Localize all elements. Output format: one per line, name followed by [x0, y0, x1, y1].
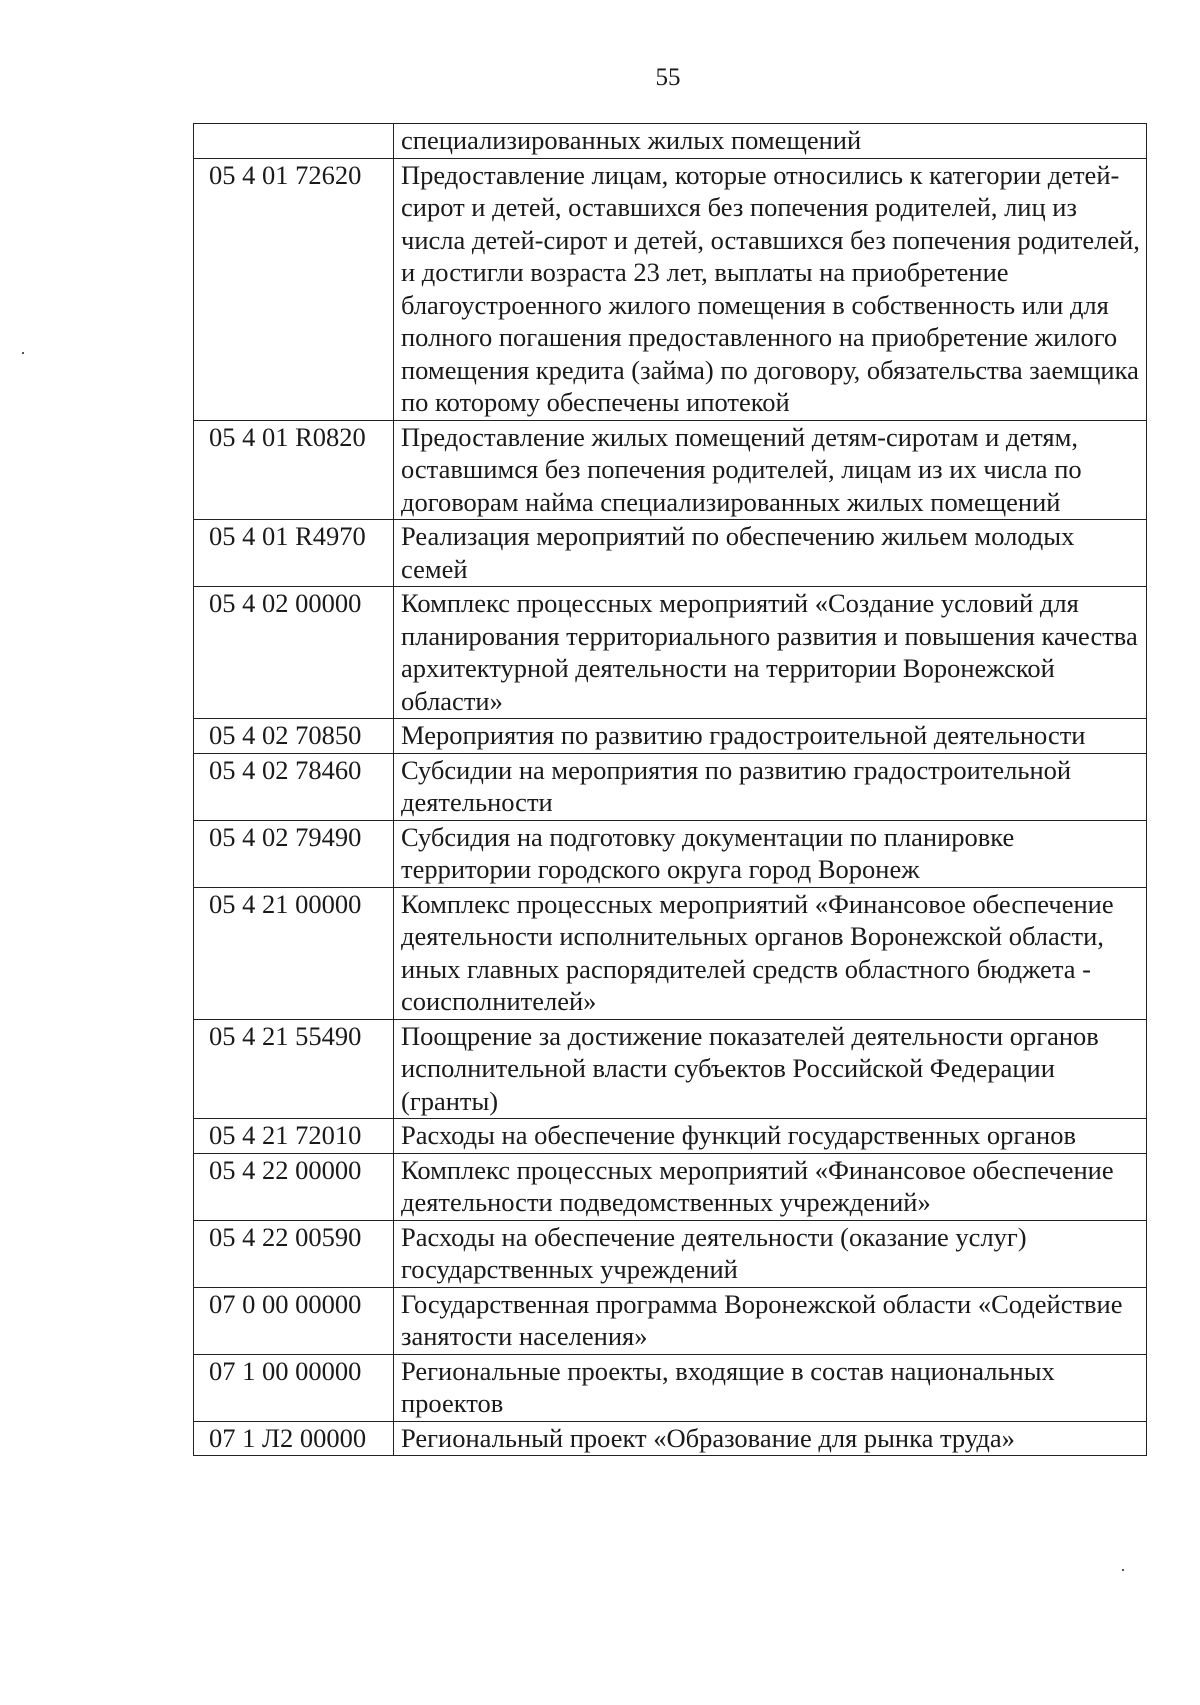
table-row [194, 520, 1147, 587]
row-description: Реализация мероприятий по обеспечению жильем молодых семей [394, 520, 1147, 587]
row-description: Региональные проекты, входящие в состав национальных проектов [394, 1354, 1147, 1421]
row-description: Расходы на обеспечение функций государственных органов [394, 1119, 1147, 1154]
table-row [194, 887, 1147, 1019]
row-description: Региональный проект «Образование для рынка труда» [394, 1421, 1147, 1456]
table-row [194, 587, 1147, 719]
table-row [194, 820, 1147, 887]
row-code: 05 4 01 72620 [194, 158, 394, 420]
row-code: 05 4 21 72010 [194, 1119, 394, 1154]
row-description: Государственная программа Воронежской области «Содействие занятости населения» [394, 1287, 1147, 1354]
row-code: 05 4 22 00590 [194, 1220, 394, 1287]
row-description: Субсидия на подготовку документации по планировке территории городского округа город Воронеж [394, 820, 1147, 887]
row-description: Поощрение за достижение показателей деятельности органов исполнительной власти субъектов Российской Федерации (гранты) [394, 1019, 1147, 1119]
row-description: Расходы на обеспечение деятельности (оказание услуг) государственных учреждений [394, 1220, 1147, 1287]
scan-speck [22, 352, 24, 354]
row-code: 05 4 22 00000 [194, 1153, 394, 1220]
table-row [194, 1354, 1147, 1421]
table-row [194, 158, 1147, 420]
row-code: 05 4 02 78460 [194, 753, 394, 820]
row-code: 05 4 02 79490 [194, 820, 394, 887]
table-row [194, 420, 1147, 520]
row-description: Комплекс процессных мероприятий «Создание условий для планирования территориального развития и повышения качества архитектурной деятельности на территории Воронежской области» [394, 587, 1147, 719]
table-row [194, 1287, 1147, 1354]
row-code: 05 4 21 55490 [194, 1019, 394, 1119]
row-code: 05 4 02 70850 [194, 719, 394, 754]
table-row [194, 1119, 1147, 1154]
table-row [194, 1153, 1147, 1220]
scan-speck [1122, 1569, 1124, 1571]
row-code: 05 4 01 R0820 [194, 420, 394, 520]
row-code [194, 124, 394, 159]
table-row [194, 1019, 1147, 1119]
row-description: Комплекс процессных мероприятий «Финансовое обеспечение деятельности исполнительных органов Воронежской области, иных главных распорядителей средств областного бюджета - соисполнителей» [394, 887, 1147, 1019]
row-code: 07 1 00 00000 [194, 1354, 394, 1421]
row-description: Предоставление лицам, которые относились к категории детей-сирот и детей, оставшихся без попечения родителей, лиц из числа детей-сирот и детей, оставшихся без попечения родителей, и достигли возраста 23 лет, выплаты на приобретение благоустроенного жилого помещения в собственность или для полного погашения предоставленного на приобретение жилого помещения кредита (займа) по договору, обязательства заемщика по которому обеспечены ипотекой [394, 158, 1147, 420]
row-code: 05 4 21 00000 [194, 887, 394, 1019]
row-code: 07 1 Л2 00000 [194, 1421, 394, 1456]
row-description: Субсидии на мероприятия по развитию градостроительной деятельности [394, 753, 1147, 820]
row-code: 05 4 02 00000 [194, 587, 394, 719]
row-code: 05 4 01 R4970 [194, 520, 394, 587]
table-row [194, 124, 1147, 159]
row-description: Комплекс процессных мероприятий «Финансовое обеспечение деятельности подведомственных учреждений» [394, 1153, 1147, 1220]
table-row [194, 1220, 1147, 1287]
table-body [194, 124, 1147, 1456]
row-description: специализированных жилых помещений [394, 124, 1147, 159]
table-row [194, 1421, 1147, 1456]
table-row [194, 753, 1147, 820]
row-code: 07 0 00 00000 [194, 1287, 394, 1354]
row-description: Предоставление жилых помещений детям-сиротам и детям, оставшимся без попечения родителей, лицам из их числа по договорам найма специализированных жилых помещений [394, 420, 1147, 520]
table-row [194, 719, 1147, 754]
budget-classification-table [193, 123, 1147, 1456]
row-description: Мероприятия по развитию градостроительной деятельности [394, 719, 1147, 754]
page-number: 55 [655, 64, 681, 91]
